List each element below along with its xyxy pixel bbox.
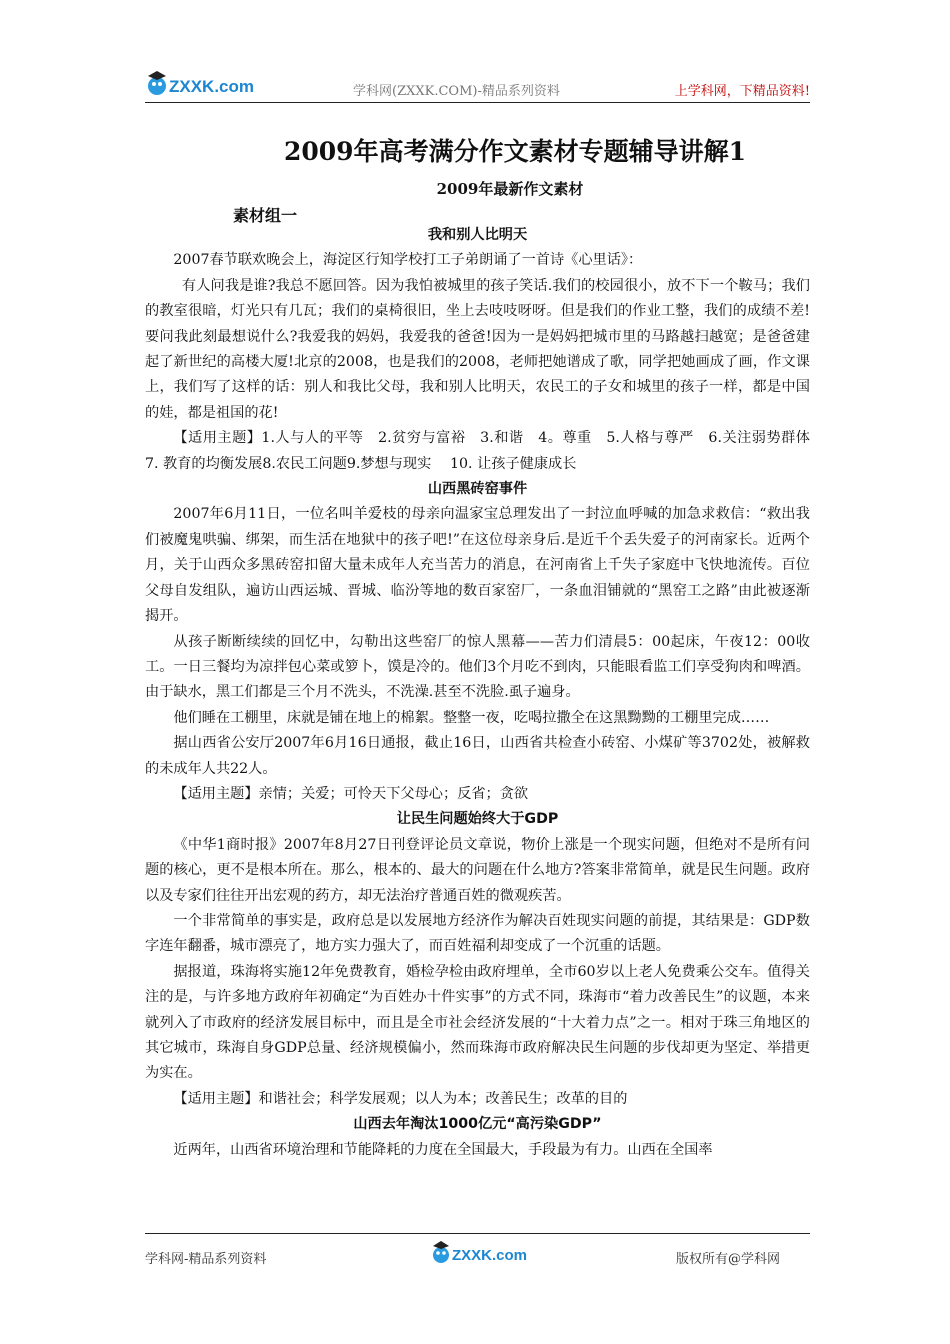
svg-text:ZXXK.com: ZXXK.com	[452, 1247, 528, 1264]
document-title: 2009年高考满分作文素材专题辅导讲解1	[284, 137, 746, 166]
paragraph: 一个非常简单的事实是，政府总是以发展地方经济作为解决百姓现实问题的前提，其结果是：GDP数字连年翻番，城市漂亮了，地方实力强大了，而百姓福利却变成了一个沉重的话题。	[145, 912, 810, 955]
page-header	[145, 68, 810, 103]
document-subtitle: 2009年最新作文素材	[436, 180, 584, 198]
paragraph: 据报道，珠海将实施12年免费教育，婚检孕检由政府埋单，全市60岁以上老人免费乘公交车。值得关注的是，与许多地方政府年初确定“为百姓办十件实事”的方式不同，珠海市“着力改善民生”的议题，本来就列入了市政府的经济发展目标中，而且是全市社会经济发展的“十大着力点”之一。相对于珠三角地区的其它城市，珠海自身GDP总量、经济规模偏小，然而珠海市政府解决民生问题的步伐却更为坚定、举措更为实在。	[145, 963, 810, 1082]
paragraph: 据山西省公安厅2007年6月16日通报，截止16日，山西省共检查小砖窑、小煤矿等3702处，被解救的未成年人共22人。	[145, 735, 810, 777]
section-heading: 我和别人比明天	[427, 227, 528, 243]
material-group-label: 素材组一	[233, 206, 298, 225]
theme-paragraph: 【适用主题】1.人与人的平等 2.贫穷与富裕 3.和谐 4。尊重 5.人格与尊严 6.关注弱势群体 7. 教育的均衡发展8.农民工问题9.梦想与现实 10. 让孩子健康成长	[145, 430, 829, 472]
paragraph: 2007春节联欢晚会上，海淀区行知学校打工子弟朗诵了一首诗《心里话》：	[173, 252, 643, 269]
footer-left-text: 学科网-精品系列资料	[145, 1252, 267, 1267]
zxxk-logo	[430, 1238, 530, 1268]
paragraph: 他们睡在工棚里，床就是铺在地上的棉絮。整整一夜，吃喝拉撒全在这黑黝黝的工棚里完成……	[173, 709, 770, 726]
document-body	[145, 223, 829, 1163]
site-title: 学科网(ZXXK.COM)-精品系列资料	[353, 84, 560, 99]
zxxk-logo	[145, 68, 255, 100]
theme-paragraph: 【适用主题】和谐社会；科学发展观；以人为本；改善民生；改革的目的	[173, 1090, 628, 1107]
header-slogan: 上学科网，下精品资料!	[674, 84, 810, 99]
svg-text:ZXXK.com: ZXXK.com	[169, 77, 255, 96]
footer-copyright: 版权所有@学科网	[675, 1252, 780, 1267]
section-heading: 山西去年淘汰1000亿元“高污染GDP”	[353, 1116, 602, 1133]
poem-paragraph: 有人问我是谁?我总不愿回答。因为我怕被城里的孩子笑话.我们的校园很小，放不下一个鞍马；我们的教室很暗，灯光只有几瓦；我们的桌椅很旧，坐上去吱吱呀呀。但是我们的作业工整，我们的成绩不差!要问我此刻最想说什么?我爱我的妈妈，我爱我的爸爸!因为一是妈妈把城市里的马路越扫越宽；是爸爸建起了新世纪的高楼大厦!北京的2008，也是我们的2008，老师把她谱成了歌，同学把她画成了画，作文课上，我们写了这样的话：别人和我比父母，我和别人比明天，农民工的子女和城里的孩子一样，都是中国的娃，都是祖国的花!	[145, 277, 810, 421]
paragraph: 2007年6月11日，一位名叫羊爱枝的母亲向温家宝总理发出了一封泣血呼喊的加急求救信：“救出我们被魔鬼哄骗、绑架，而生活在地狱中的孩子吧!”在这位母亲身后.是近千个丢失爱子的河南家长。近两个月，关于山西众多黑砖窑扣留大量未成年人充当苦力的消息，在河南省上千失子家庭中飞快地流传。百位父母自发组队，遍访山西运城、晋城、临汾等地的数百家窑厂，一条血泪铺就的“黑窑工之路”由此被逐渐揭开。	[145, 506, 810, 625]
section-heading: 山西黑砖窑事件	[427, 481, 528, 498]
section-heading: 让民生问题始终大于GDP	[396, 811, 559, 828]
paragraph: 从孩子断断续续的回忆中，勾勒出这些窑厂的惊人黑幕——苦力们清晨5：00起床，午夜12：00收工。一日三餐均为凉拌包心菜或箩卜，馍是冷的。他们3个月吃不到肉，只能眼看监工们享受狗肉和啤酒。由于缺水，黑工们都是三个月不洗头，不洗澡.甚至不洗脸.虱子遍身。	[145, 633, 810, 701]
theme-paragraph: 【适用主题】亲情；关爱；可怜天下父母心；反省；贪欲	[173, 785, 529, 802]
paragraph: 近两年，山西省环境治理和节能降耗的力度在全国最大，手段最为有力。山西在全国率	[173, 1141, 713, 1158]
page-footer	[145, 1233, 810, 1274]
paragraph: 《中华1商时报》2007年8月27日刊登评论员文章说，物价上涨是一个现实问题，但绝对不是所有问题的核心，更不是根本所在。那么，根本的、最大的问题在什么地方?答案非常简单，就是民生问题。政府以及专家们往往开出宏观的药方，却无法治疗普通百姓的微观疾苦。	[145, 836, 810, 904]
